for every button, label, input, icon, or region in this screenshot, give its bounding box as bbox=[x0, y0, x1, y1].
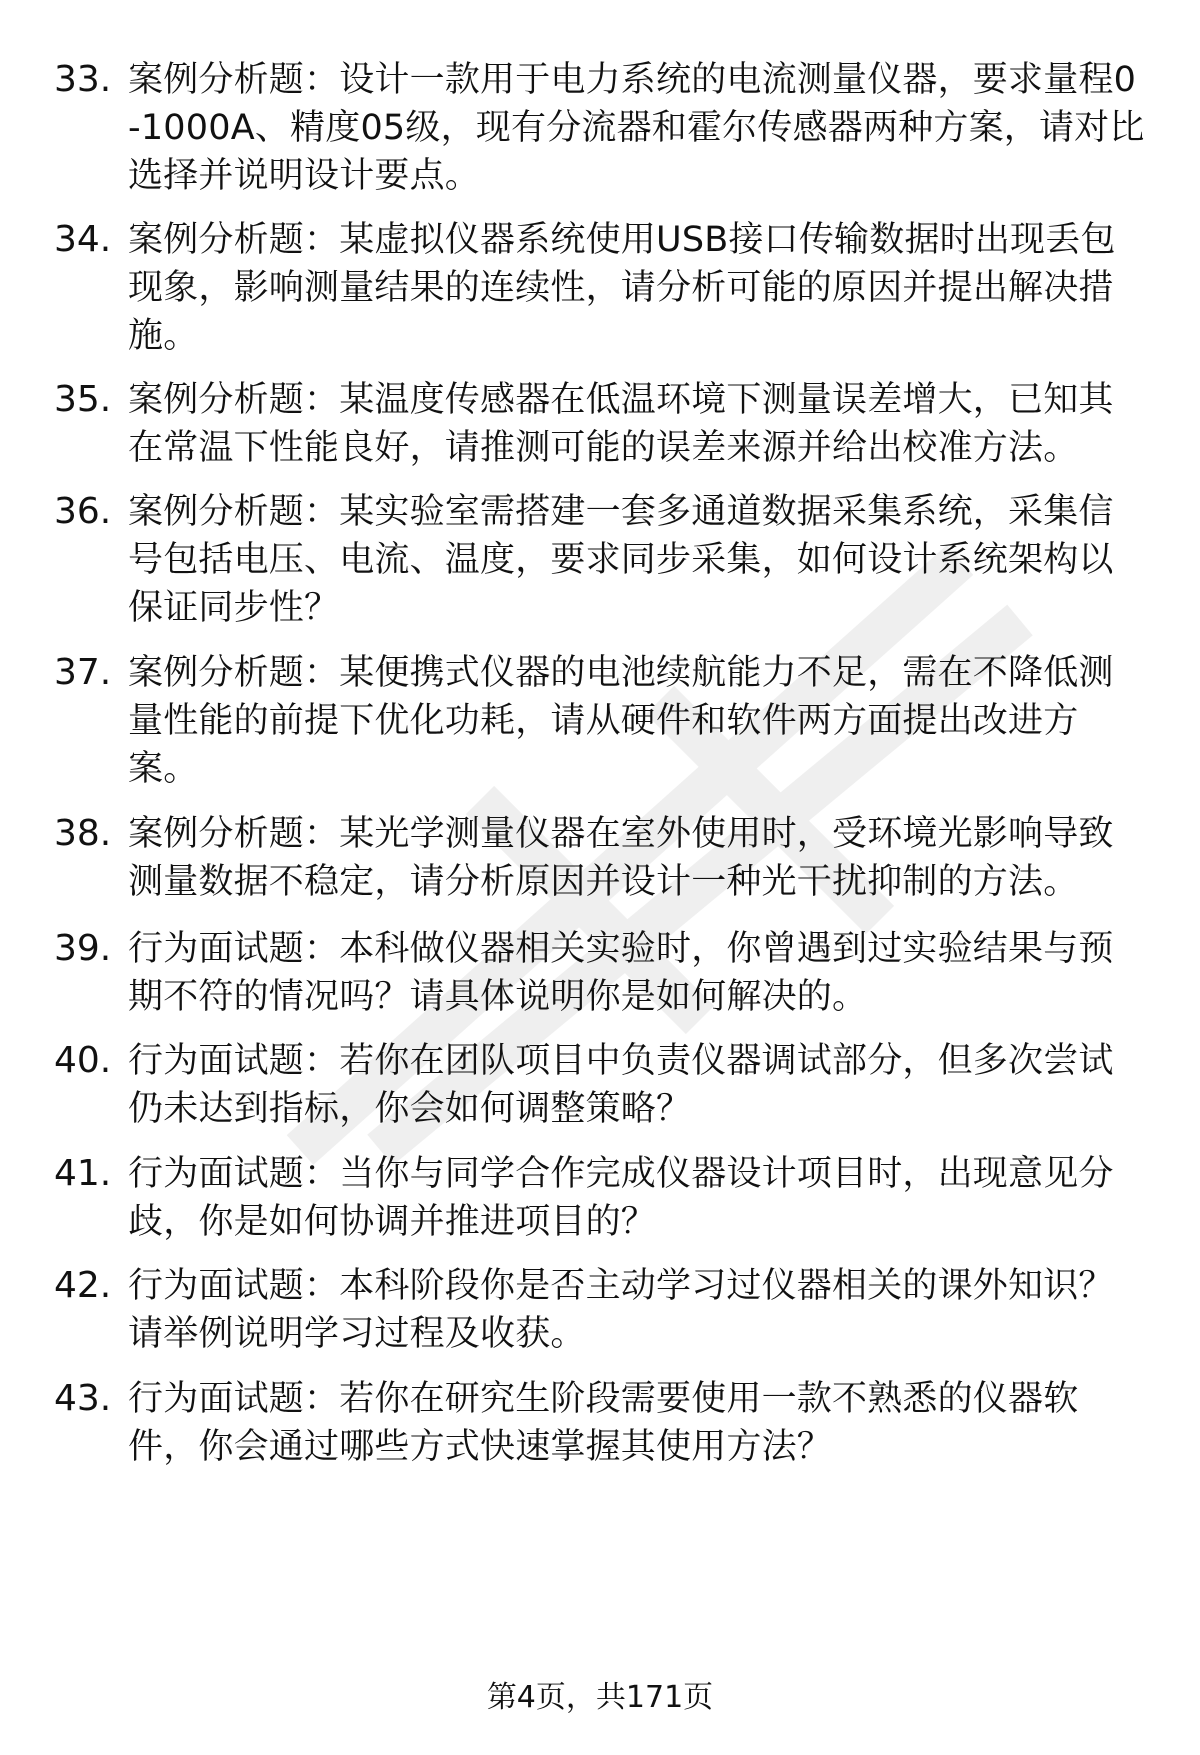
question-number: 34. bbox=[54, 219, 112, 260]
question-number: 35. bbox=[54, 379, 112, 420]
question-number: 40. bbox=[54, 1040, 112, 1081]
question-text: 案例分析题：某虚拟仪器系统使用USB接口传输数据时出现丢包现象，影响测量结果的连续性，请分析可能的原因并提出解决措施。 bbox=[128, 220, 1116, 356]
page-footer: 第4页，共171页 bbox=[486, 1680, 714, 1715]
question-number: 33. bbox=[54, 59, 112, 100]
question-text: 行为面试题：当你与同学合作完成仪器设计项目时，出现意见分歧，你是如何协调并推进项目的？ bbox=[128, 1154, 1114, 1242]
question-text: 案例分析题：设计一款用于电力系统的电流测量仪器，要求量程0-1000A、精度05级，现有分流器和霍尔传感器两种方案，请对比选择并说明设计要点。 bbox=[128, 60, 1145, 196]
question-text: 案例分析题：某便携式仪器的电池续航能力不足，需在不降低测量性能的前提下优化功耗，请从硬件和软件两方面提出改进方案。 bbox=[128, 653, 1114, 789]
question-number: 39. bbox=[54, 928, 112, 969]
question-text: 行为面试题：若你在团队项目中负责仪器调试部分，但多次尝试仍未达到指标，你会如何调整策略？ bbox=[128, 1041, 1114, 1129]
question-text: 案例分析题：某光学测量仪器在室外使用时，受环境光影响导致测量数据不稳定，请分析原因并设计一种光干扰抑制的方法。 bbox=[128, 814, 1114, 902]
question-number: 43. bbox=[54, 1378, 112, 1419]
question-text: 行为面试题：本科阶段你是否主动学习过仪器相关的课外知识？请举例说明学习过程及收获。 bbox=[128, 1266, 1114, 1354]
question-text: 案例分析题：某温度传感器在低温环境下测量误差增大，已知其在常温下性能良好，请推测可能的误差来源并给出校准方法。 bbox=[128, 380, 1114, 468]
question-number: 42. bbox=[54, 1265, 112, 1306]
question-number: 37. bbox=[54, 652, 112, 693]
question-text: 行为面试题：本科做仪器相关实验时，你曾遇到过实验结果与预期不符的情况吗？请具体说明你是如何解决的。 bbox=[128, 929, 1114, 1017]
question-number: 41. bbox=[54, 1153, 112, 1194]
question-text: 案例分析题：某实验室需搭建一套多通道数据采集系统，采集信号包括电压、电流、温度，要求同步采集，如何设计系统架构以保证同步性？ bbox=[128, 492, 1114, 628]
question-text: 行为面试题：若你在研究生阶段需要使用一款不熟悉的仪器软件，你会通过哪些方式快速掌握其使用方法？ bbox=[128, 1379, 1079, 1467]
question-number: 38. bbox=[54, 813, 112, 854]
question-number: 36. bbox=[54, 491, 112, 532]
